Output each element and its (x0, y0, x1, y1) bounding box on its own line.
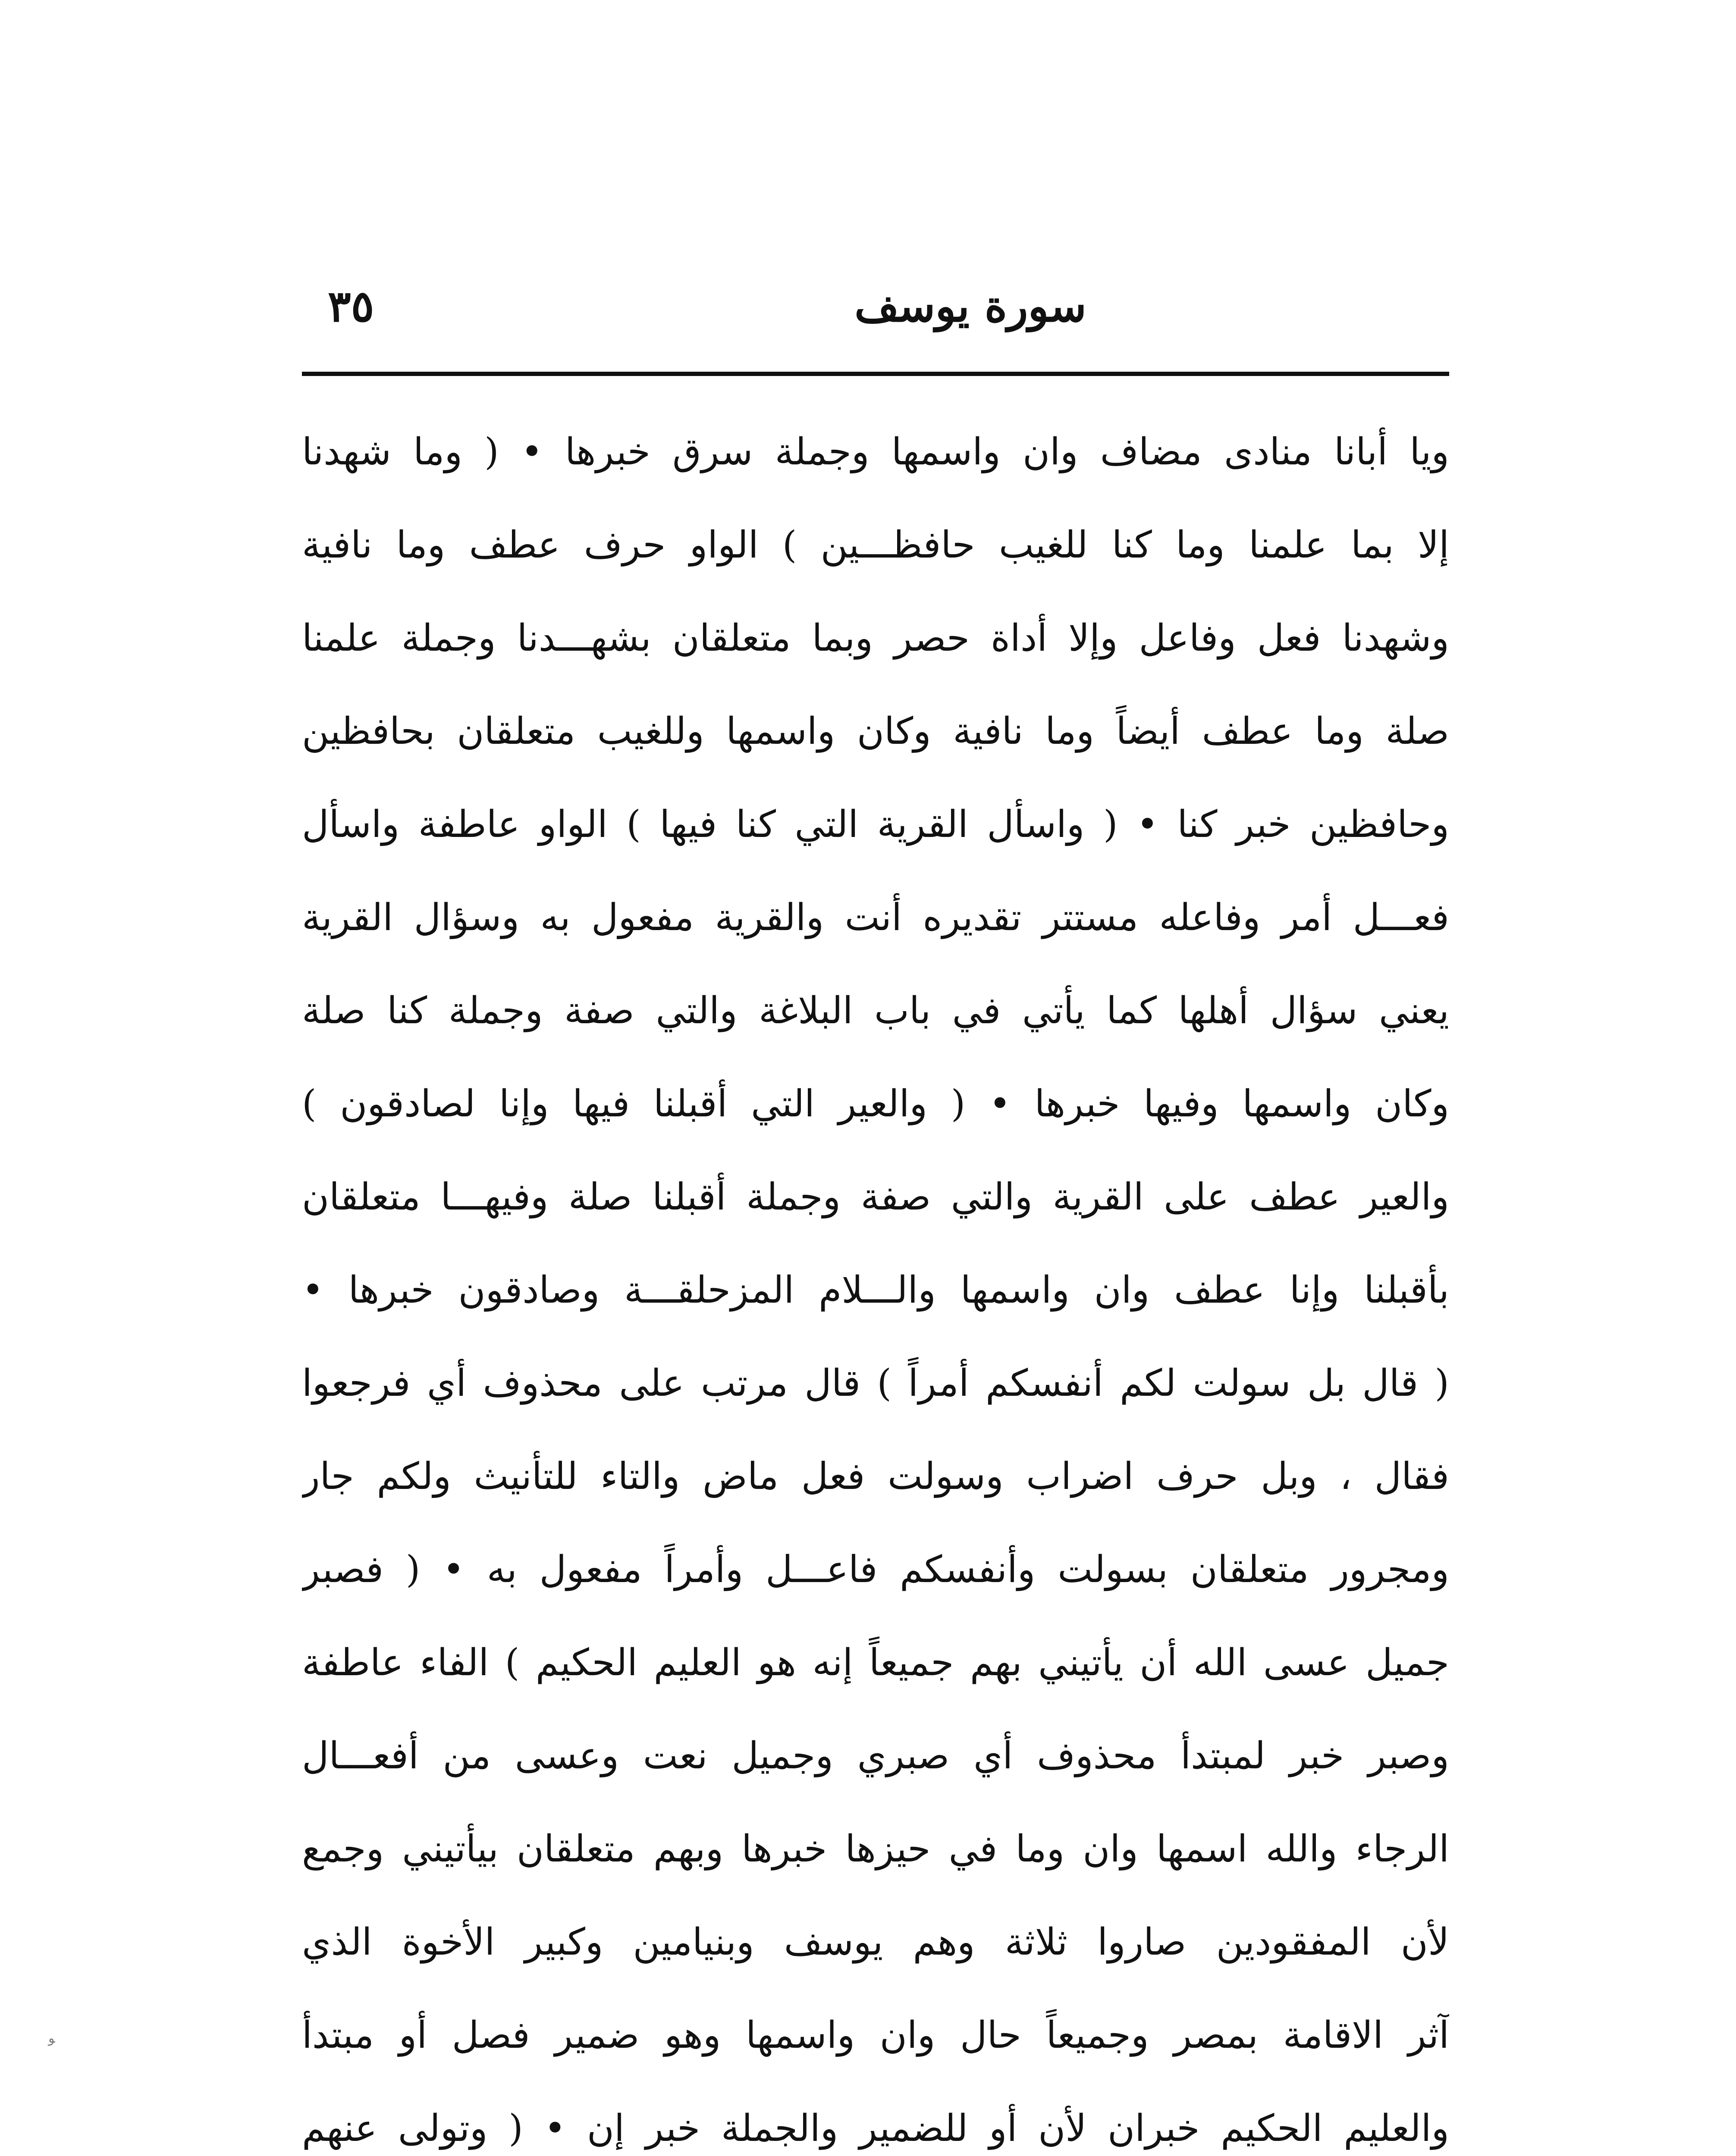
text-line: وصبر خبر لمبتدأ محذوف أي صبري وجميل نعت وعسى من أفعـــال (302, 1734, 1449, 1777)
text-line: جميل عسى الله أن يأتيني بهم جميعاً إنه هو العليم الحكيم ) الفاء عاطفة (302, 1641, 1449, 1684)
text-line: والعير عطف على القرية والتي صفة وجملة أقبلنا صلة وفيهـــا متعلقان (302, 1175, 1449, 1219)
text-line: يعني سؤال أهلها كما يأتي في باب البلاغة والتي صفة وجملة كنا صلة (302, 989, 1449, 1032)
text-line: ( قال بل سولت لكم أنفسكم أمراً ) قال مرتب على محذوف أي فرجعوا (302, 1362, 1449, 1405)
text-line: وحافظين خبر كنا • ( واسأل القرية التي كنا فيها ) الواو عاطفة واسأل (302, 803, 1449, 846)
text-line: آثر الاقامة بمصر وجميعاً حال وان واسمها وهو ضمير فصل أو مبتدأ (302, 2014, 1449, 2057)
text-line: وشهدنا فعل وفاعل وإلا أداة حصر وبما متعلقان بشهـــدنا وجملة علمنا (302, 617, 1449, 660)
text-line: ويا أبانا منادى مضاف وان واسمها وجملة سرق خبرها • ( وما شهدنا (302, 430, 1449, 473)
text-line: ومجرور متعلقان بسولت وأنفسكم فاعـــل وأمراً مفعول به • ( فصبر (302, 1548, 1449, 1591)
text-line: فقال ، وبل حرف اضراب وسولت فعل ماض والتاء للتأنيث ولكم جار (302, 1455, 1449, 1498)
text-line: والعليم الحكيم خبران لأن أو للضمير والجملة خبر إن • ( وتولى عنهم (302, 2107, 1449, 2150)
margin-mark: ﻮ (48, 2031, 55, 2046)
header-rule (302, 372, 1449, 376)
text-line: الرجاء والله اسمها وان وما في حيزها خبرها وبهم متعلقان بيأتيني وجمع (302, 1827, 1449, 1871)
body-text (302, 405, 1449, 2156)
running-header (302, 272, 1449, 341)
text-line: بأقبلنا وإنا عطف وان واسمها والـــلام المزحلقـــة وصادقون خبرها • (302, 1269, 1449, 1312)
text-line: صلة وما عطف أيضاً وما نافية وكان واسمها وللغيب متعلقان بحافظين (302, 710, 1449, 753)
page-title: سورة يوسف (854, 281, 1086, 332)
text-line: إلا بما علمنا وما كنا للغيب حافظـــين ) الواو حرف عطف وما نافية (302, 523, 1449, 567)
text-line: وكان واسمها وفيها خبرها • ( والعير التي أقبلنا فيها وإنا لصادقون ) (302, 1082, 1449, 1125)
page-number: ٣٥ (328, 281, 374, 332)
text-line: لأن المفقودين صاروا ثلاثة وهم يوسف وبنيامين وكبير الأخوة الذي (302, 1921, 1449, 1964)
text-line: فعـــل أمر وفاعله مستتر تقديره أنت والقرية مفعول به وسؤال القرية (302, 896, 1449, 939)
